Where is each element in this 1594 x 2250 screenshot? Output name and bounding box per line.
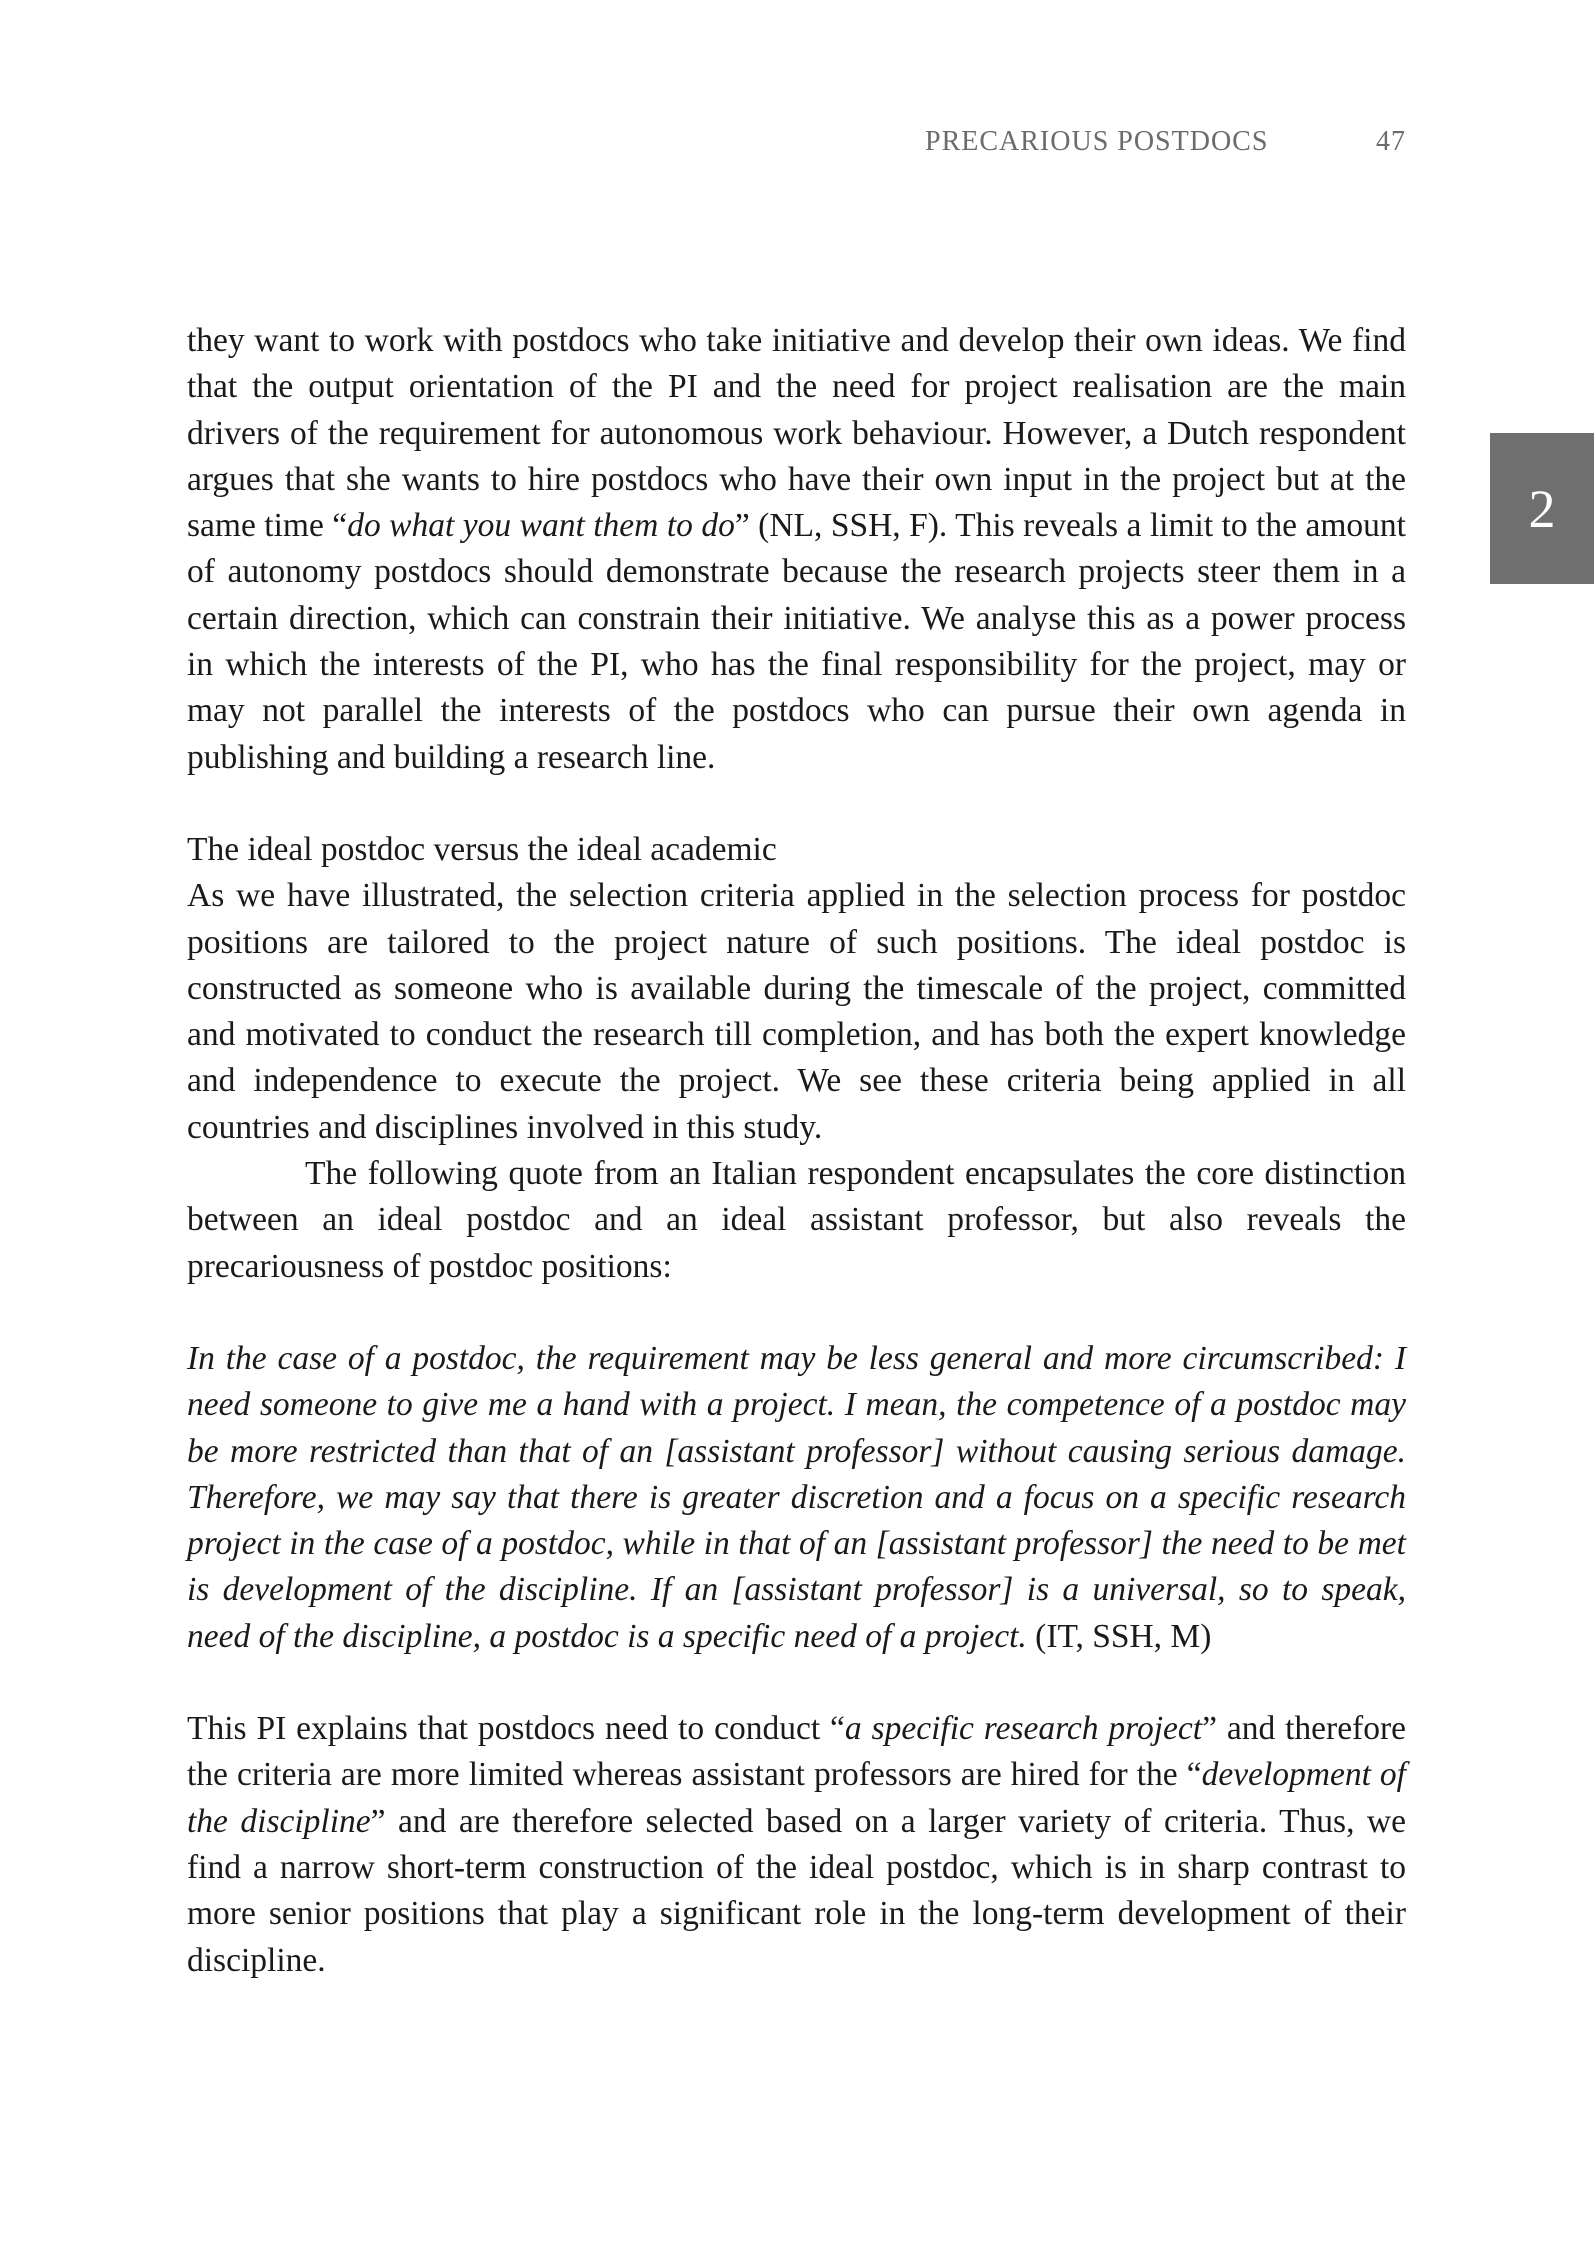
block-quote-attribution: (IT, SSH, M) (1026, 1617, 1212, 1655)
block-quote-text: In the case of a postdoc, the requirement may be less general and more circumscribed: I need someone to give me a hand with a project. I mean, the competence of a postdoc may be more restricted than that of an [assistant professor] without causing serious damage. Therefore, we may say that there is greater discretion and a focus on a specific research project in the case of a postdoc, while in that of an [assistant professor] the need to be met is development of the discipline. If an [assistant professor] is a universal, so to speak, need of the discipline, a postdoc is a specific need of a project. (187, 1339, 1406, 1655)
paragraph: The following quote from an Italian respondent encapsulates the core distinction between an ideal postdoc and an ideal assistant professor, but also reveals the precariousness of postdoc positions: (187, 1155, 1406, 1285)
chapter-tab (1490, 433, 1594, 584)
spacer (187, 1290, 1406, 1336)
running-title: PRECARIOUS POSTDOCS (925, 126, 1269, 157)
block-quote (187, 1336, 1406, 1660)
paragraph (187, 1706, 1406, 1984)
inline-quote: development of the discipline (187, 1756, 1406, 1840)
inline-quote: a specific research project (844, 1710, 1203, 1748)
spacer (187, 1660, 1406, 1706)
paragraph: As we have illustrated, the selection criteria applied in the selection process for postdoc positions are tailored to the project nature of such positions. The ideal postdoc is constructed as someone who is available during the timescale of the project, committed and motivated to conduct the research till completion, and has both the expert knowledge and independence to execute the project. We see these criteria being applied in all countries and disciplines involved in this study. (187, 877, 1406, 1146)
paragraph-text: ” and therefore the criteria are more limited whereas assistant professors are hired for the “ (187, 1710, 1406, 1794)
inline-quote: do what you want them to do (347, 507, 735, 545)
section-heading: The ideal postdoc versus the ideal academic (187, 830, 777, 868)
paragraph-text: ” and are therefore selected based on a larger variety of criteria. Thus, we find a narrow short-term construction of the ideal postdoc, which is in sharp contrast to more senior positions that play a significant role in the long-term development of their discipline. (187, 1802, 1406, 1979)
running-header (925, 126, 1406, 166)
spacer (187, 781, 1406, 827)
paragraph-text: This PI explains that postdocs need to conduct “ (187, 1710, 845, 1748)
paragraph-text: ” (NL, SSH, F). This reveals a limit to the amount of autonomy postdocs should demonstrate because the research projects steer them in a certain direction, which can constrain their initiative. We analyse this as a power process in which the interests of the PI, who has the final responsibility for the project, may or may not parallel the interests of the postdocs who can pursue their own agenda in publishing and building a research line. (187, 507, 1406, 776)
paragraph-text: they want to work with postdocs who take initiative and develop their own ideas. We find that the output orientation of the PI and the need for project realisation are the main drivers of the requirement for autonomous work behaviour. However, a Dutch respondent argues that she wants to hire postdocs who have their own input in the project but at the same time “ (187, 322, 1406, 545)
body-text (187, 318, 1406, 1984)
page-number: 47 (1376, 126, 1406, 157)
paragraph (187, 318, 1406, 781)
chapter-number: 2 (1528, 478, 1556, 539)
